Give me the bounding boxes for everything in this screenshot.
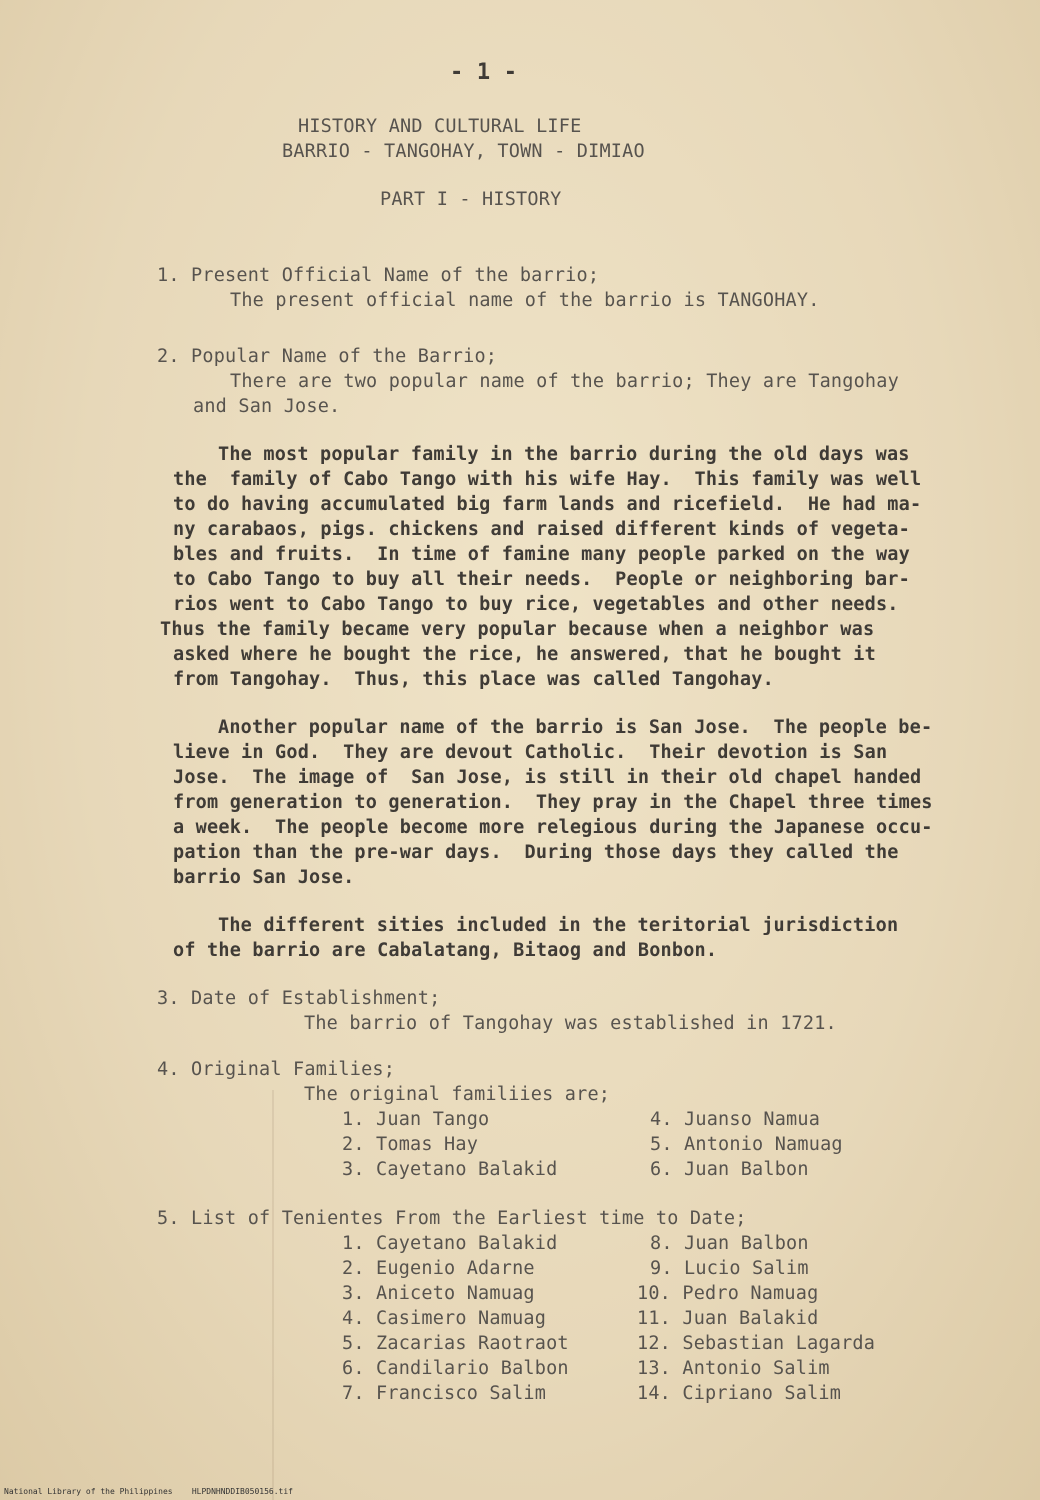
section-4-intro: The original familiies are;: [304, 1084, 611, 1105]
page-number: - 1 -: [450, 60, 518, 85]
paragraph-line: Another popular name of the barrio is San Jose. The people be-: [218, 717, 933, 738]
paragraph-line: from generation to generation. They pray in the Chapel three times: [173, 792, 933, 813]
paragraph-line: asked where he bought the rice, he answered, that he bought it: [173, 644, 876, 665]
list-item: 3. Cayetano Balakid: [342, 1159, 558, 1180]
paragraph-line: the family of Cabo Tango with his wife Hay. This family was well: [173, 469, 922, 490]
paragraph-line: bles and fruits. In time of famine many people parked on the way: [173, 544, 910, 565]
list-item: 10. Pedro Namuag: [637, 1283, 819, 1304]
list-item: 5. Antonio Namuag: [650, 1134, 843, 1155]
paragraph-line: The most popular family in the barrio during the old days was: [218, 444, 910, 465]
section-3-text: The barrio of Tangohay was established in 1721.: [304, 1013, 837, 1034]
paragraph-line: of the barrio are Cabalatang, Bitaog and Bonbon.: [173, 940, 718, 961]
section-2-intro: There are two popular name of the barrio; They are Tangohay: [230, 371, 899, 392]
paper-fold: [272, 1090, 274, 1500]
list-item: 14. Cipriano Salim: [637, 1383, 842, 1404]
paragraph-line: lieve in God. They are devout Catholic. Their devotion is San: [173, 742, 888, 763]
section-2-heading: 2. Popular Name of the Barrio;: [157, 346, 498, 367]
paragraph-line: from Tangohay. Thus, this place was called Tangohay.: [173, 669, 774, 690]
list-item: 6. Juan Balbon: [650, 1159, 809, 1180]
list-item: 2. Tomas Hay: [342, 1134, 479, 1155]
document-title: HISTORY AND CULTURAL LIFE: [298, 116, 582, 137]
paragraph-line: Jose. The image of San Jose, is still in their old chapel handed: [173, 767, 922, 788]
paragraph-line: Thus the family became very popular because when a neighbor was: [160, 619, 875, 640]
document-subtitle: BARRIO - TANGOHAY, TOWN - DIMIAO: [282, 141, 645, 162]
section-1-heading: 1. Present Official Name of the barrio;: [157, 265, 600, 286]
section-2-intro: and San Jose.: [193, 396, 341, 417]
section-1-text: The present official name of the barrio is TANGOHAY.: [230, 290, 820, 311]
paragraph-line: pation than the pre-war days. During those days they called the: [173, 842, 899, 863]
list-item: 2. Eugenio Adarne: [342, 1258, 535, 1279]
list-item: 9. Lucio Salim: [650, 1258, 809, 1279]
paragraph-line: a week. The people become more relegious during the Japanese occu-: [173, 817, 933, 838]
paragraph-line: to do having accumulated big farm lands and ricefield. He had ma-: [173, 494, 922, 515]
list-item: 8. Juan Balbon: [650, 1233, 809, 1254]
section-5-heading: 5. List of Tenientes From the Earliest time to Date;: [157, 1208, 747, 1229]
list-item: 6. Candilario Balbon: [342, 1358, 569, 1379]
list-item: 3. Aniceto Namuag: [342, 1283, 535, 1304]
paragraph-line: The different sities included in the teritorial jurisdiction: [218, 915, 899, 936]
list-item: 4. Casimero Namuag: [342, 1308, 547, 1329]
list-item: 7. Francisco Salim: [342, 1383, 547, 1404]
list-item: 1. Cayetano Balakid: [342, 1233, 558, 1254]
paragraph-line: ny carabaos, pigs. chickens and raised different kinds of vegeta-: [173, 519, 910, 540]
section-4-heading: 4. Original Families;: [157, 1059, 396, 1080]
list-item: 11. Juan Balakid: [637, 1308, 819, 1329]
list-item: 13. Antonio Salim: [637, 1358, 830, 1379]
list-item: 1. Juan Tango: [342, 1109, 490, 1130]
section-3-heading: 3. Date of Establishment;: [157, 988, 441, 1009]
scan-footer: National Library of the Philippines HLPDNHNDDIB050156.tif: [4, 1487, 293, 1496]
list-item: 4. Juanso Namua: [650, 1109, 821, 1130]
paragraph-line: to Cabo Tango to buy all their needs. People or neighboring bar-: [173, 569, 910, 590]
list-item: 5. Zacarias Raotraot: [342, 1333, 569, 1354]
paragraph-line: barrio San Jose.: [173, 867, 355, 888]
list-item: 12. Sebastian Lagarda: [637, 1333, 876, 1354]
part-heading: PART I - HISTORY: [380, 189, 562, 210]
paragraph-line: rios went to Cabo Tango to buy rice, vegetables and other needs.: [173, 594, 899, 615]
